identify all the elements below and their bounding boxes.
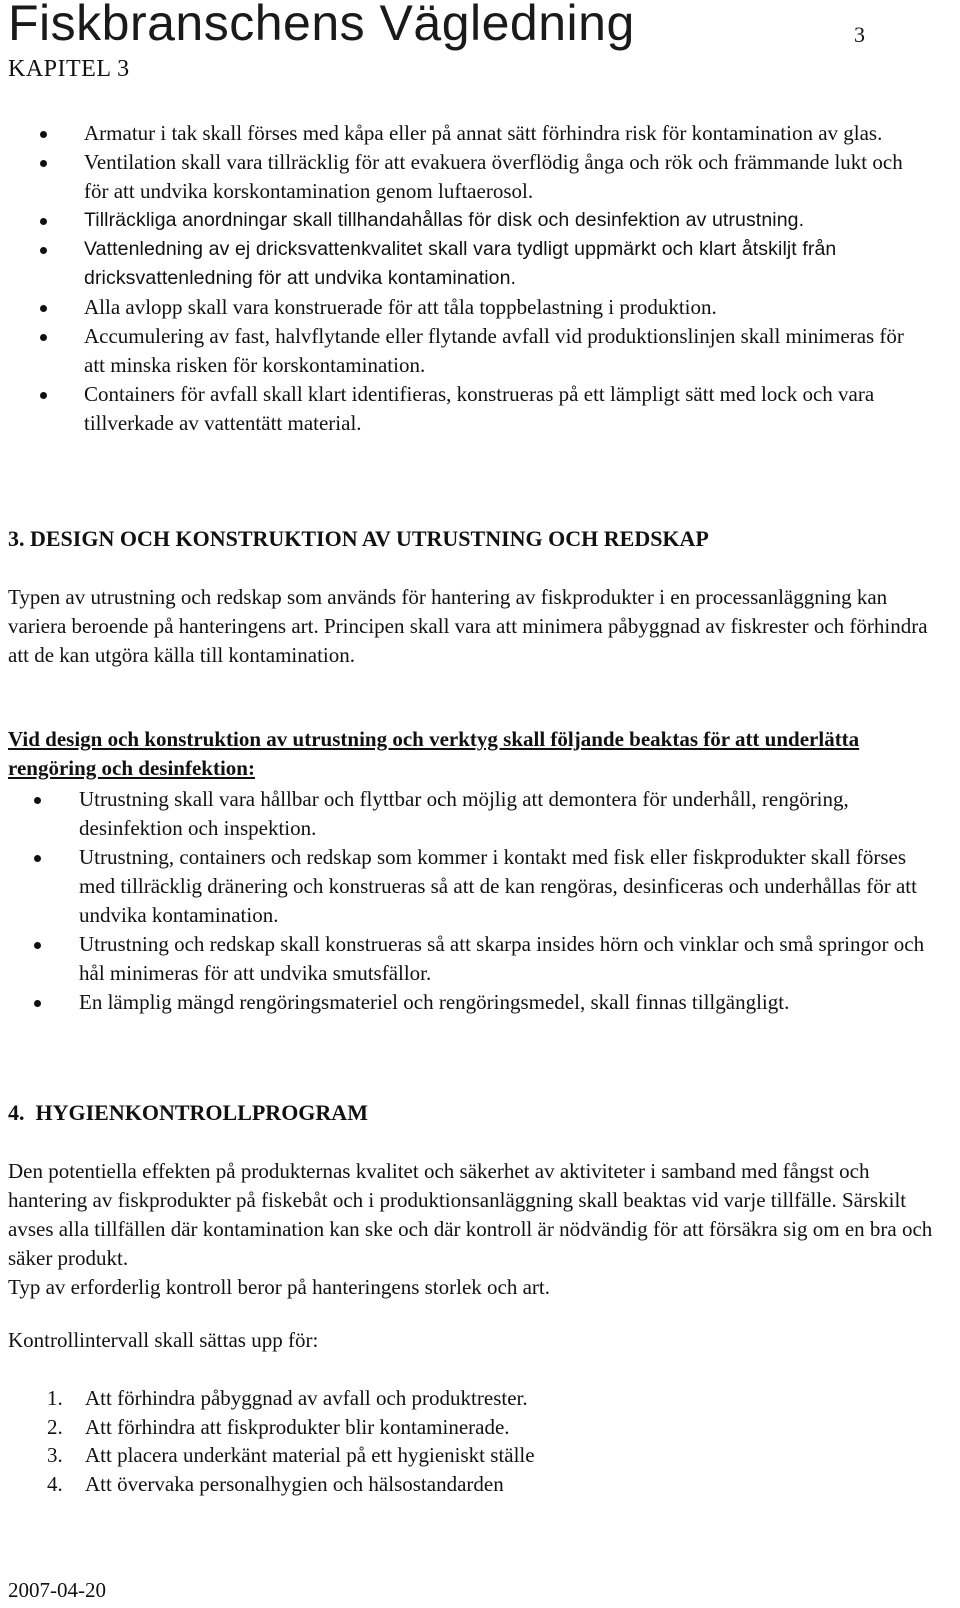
list-item bbox=[0, 380, 930, 438]
document-title: Fiskbranschens Vägledning bbox=[8, 0, 635, 51]
section-3-paragraph: Typen av utrustning och redskap som används för hantering av fiskprodukter i en processanläggning kan variera beroende på hanteringens art. Principen skall vara att minimera påbyggnad av fiskrester och förhindra att de kan utgöra källa till kontamination. bbox=[8, 585, 928, 667]
footer-date: 2007-04-20 bbox=[8, 1578, 106, 1602]
bullet-icon bbox=[40, 131, 47, 138]
list-item bbox=[0, 785, 930, 843]
list-item-text: Ventilation skall vara tillräcklig för att evakuera överflödig ånga och rök och främmande lukt och för att undvika korskontamination genom luftaerosol. bbox=[84, 150, 903, 203]
list-item bbox=[0, 1470, 535, 1499]
list-item bbox=[0, 119, 930, 148]
list-item-text: Att placera underkänt material på ett hygieniskt ställe bbox=[85, 1443, 535, 1467]
list-item-text: Att övervaka personalhygien och hälsostandarden bbox=[85, 1471, 504, 1496]
list-item-text: Att förhindra att fiskprodukter blir kontaminerade. bbox=[85, 1414, 510, 1439]
list-item-text: Alla avlopp skall vara konstruerade för att tåla toppbelastning i produktion. bbox=[84, 295, 717, 319]
list-item bbox=[0, 988, 930, 1017]
list-item-number: 4. bbox=[47, 1471, 63, 1496]
bullet-icon bbox=[34, 855, 41, 862]
requirements-bullet-list bbox=[0, 119, 930, 438]
list-item-text: Vattenledning av ej dricksvattenkvalitet skall vara tydligt uppmärkt och klart åtskiljt från dricksvattenledning för att undvika kontamination. bbox=[84, 238, 837, 289]
list-item bbox=[0, 293, 930, 322]
bullet-icon bbox=[40, 392, 47, 399]
bullet-icon bbox=[40, 218, 47, 225]
list-item bbox=[0, 843, 930, 930]
list-item-text: Utrustning och redskap skall konstrueras så att skarpa insides hörn och vinklar och små springor och hål minimeras för att undvika smutsfällor. bbox=[79, 932, 925, 985]
section-4-body bbox=[8, 1157, 938, 1302]
list-item-text: Utrustning, containers och redskap som kommer i kontakt med fisk eller fiskprodukter skall förses med tillräcklig dränering och konstrueras så att de kan rengöras, desinficeras och underhållas för att undvika kontamination. bbox=[79, 845, 917, 927]
list-item bbox=[0, 1384, 535, 1413]
control-interval-list bbox=[0, 1384, 535, 1498]
list-item-text: Att förhindra påbyggnad av avfall och produktrester. bbox=[85, 1386, 528, 1410]
list-item-text: Accumulering av fast, halvflytande eller flytande avfall vid produktionslinjen skall minimeras för att minska risken för korskontamination. bbox=[84, 324, 904, 377]
control-interval-label: Kontrollintervall skall sättas upp för: bbox=[8, 1328, 319, 1352]
section-3-heading: 3. DESIGN OCH KONSTRUKTION AV UTRUSTNING OCH REDSKAP bbox=[8, 526, 709, 551]
list-item-text: Containers för avfall skall klart identifieras, konstrueras på ett lämpligt sätt med lock och vara tillverkade av vattentätt material. bbox=[84, 382, 875, 435]
bullet-icon bbox=[40, 334, 47, 341]
section-4-heading: 4. HYGIENKONTROLLPROGRAM bbox=[8, 1100, 368, 1125]
bullet-icon bbox=[34, 1000, 41, 1007]
bullet-icon bbox=[40, 305, 47, 312]
bullet-icon bbox=[40, 160, 47, 167]
chapter-label: KAPITEL 3 bbox=[8, 56, 130, 82]
bullet-icon bbox=[34, 942, 41, 949]
page-number: 3 bbox=[854, 22, 865, 47]
design-bullet-list bbox=[0, 785, 930, 1017]
list-item bbox=[0, 322, 930, 380]
list-item-number: 2. bbox=[47, 1414, 63, 1439]
bullet-icon bbox=[34, 797, 41, 804]
list-item bbox=[0, 1441, 535, 1470]
section-4-paragraph: Den potentiella effekten på produkternas kvalitet och säkerhet av aktiviteter i samband med fångst och hantering av fiskprodukter på fiskebåt och i produktionsanläggning skall beaktas vid varje tillfälle. Särskilt avses alla tillfällen där kontamination kan ske och där kontroll är nödvändig för att försäkra sig om en bra och säker produkt. bbox=[8, 1159, 938, 1270]
list-item-text: Armatur i tak skall förses med kåpa eller på annat sätt förhindra risk för kontamination av glas. bbox=[84, 121, 883, 145]
list-item-number: 1. bbox=[47, 1386, 63, 1410]
list-item-text: Utrustning skall vara hållbar och flyttbar och möjlig att demontera för underhåll, rengöring, desinfektion och inspektion. bbox=[79, 787, 849, 840]
list-item bbox=[0, 235, 930, 293]
list-item bbox=[0, 206, 930, 235]
list-item-number: 3. bbox=[47, 1443, 63, 1467]
design-subheading: Vid design och konstruktion av utrustning och verktyg skall följande beaktas för att underlätta rengöring och desinfektion: bbox=[8, 727, 860, 780]
list-item-text: Tillräckliga anordningar skall tillhandahållas för disk och desinfektion av utrustning. bbox=[84, 209, 805, 231]
section-4-paragraph-2: Typ av erforderlig kontroll beror på hanteringens storlek och art. bbox=[8, 1275, 551, 1299]
list-item bbox=[0, 1413, 535, 1442]
list-item bbox=[0, 148, 930, 206]
bullet-icon bbox=[40, 247, 47, 254]
list-item bbox=[0, 930, 930, 988]
list-item-text: En lämplig mängd rengöringsmateriel och rengöringsmedel, skall finnas tillgängligt. bbox=[79, 990, 790, 1014]
